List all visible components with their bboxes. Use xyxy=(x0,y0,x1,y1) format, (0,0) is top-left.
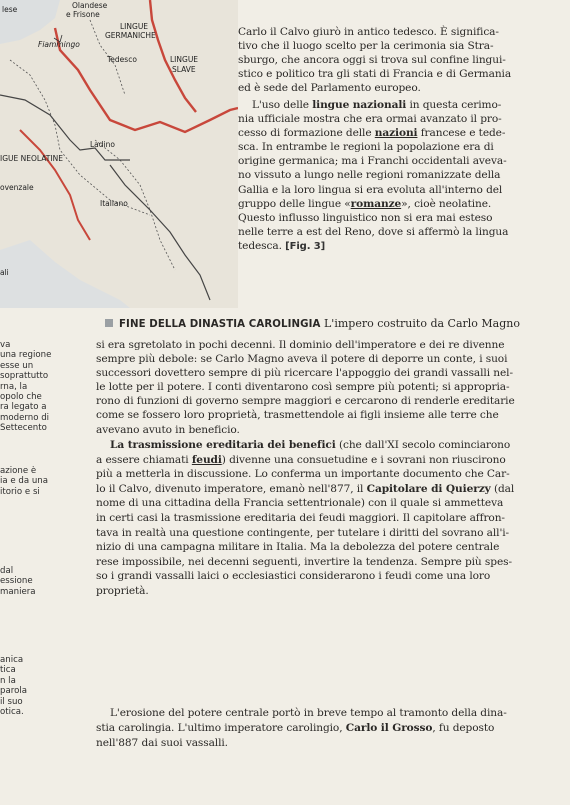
map-label-olandese: Olandese xyxy=(72,1,108,10)
keyword-romanze: romanze xyxy=(350,197,402,210)
paragraph-lingue-nazionali: L'uso delle lingue nazionali in questa cerimo- nia ufficiale mostra che era ormai avanzato il pro- cesso di formazione delle nazioni francese e tede- sca. In entrambe le regioni la popolazione era di origine germanica; ma i Franchi occidentali aveva- no vissuto a lungo nelle regioni romanizzate della Gallia e la loro lingua si era evoluta all'interno del gruppo delle lingue «romanze», cioè neolatine. Questo influsso linguistico non si era mai esteso nelle terre a est del Reno, dove si affermò la lingua tedesca. [Fig. 3] xyxy=(238,99,509,252)
text-line: Carlo il Calvo giurò in antico tedesco. È significa- xyxy=(238,26,499,38)
map-label-neolatine: IGUE NEOLATINE xyxy=(0,154,63,163)
text-line: tivo che il luogo scelto per la cerimonia sia Stra- xyxy=(238,40,494,53)
map-graphic xyxy=(0,0,238,308)
keyword-lingue-nazionali: lingue nazionali xyxy=(312,99,407,111)
text-line: ed è sede del Parlamento europeo. xyxy=(238,82,421,95)
map-label-lingue-germaniche-1: LINGUE xyxy=(120,22,149,31)
map-label-inglese: lese xyxy=(2,5,18,14)
keyword-feudi: feudi xyxy=(191,453,222,466)
map-label-tedesco: Tedesco xyxy=(107,55,137,64)
keyword-capitolare-quierzy: Capitolare di Quierzy xyxy=(366,482,491,495)
map-label-lingue-slave-1: LINGUE xyxy=(170,55,199,64)
margin-note-fragment: azione è ia e da una itorio e si xyxy=(0,466,49,497)
keyword-carlo-il-grosso: Carlo il Grosso xyxy=(345,722,433,734)
text-line: sburgo, che ancora oggi si trova sul confine lingui- xyxy=(238,54,506,67)
margin-note-fragment: anica tica n la parola il suo otica. xyxy=(0,655,27,718)
map-label-frisone: e Frisone xyxy=(66,10,100,19)
map-label-ali: ali xyxy=(0,268,9,277)
map-label-italiano: Italiano xyxy=(100,199,128,208)
map-label-lingue-germaniche-2: GERMANICHE xyxy=(105,31,156,40)
margin-note-fragment: va una regione esse un soprattutto rna, la opolo che ra legato a moderno di Settecento xyxy=(0,340,52,434)
keyword-nazioni: nazioni xyxy=(374,127,418,140)
paragraph-strasburgo xyxy=(238,25,566,95)
paragraph-fine-dinastia: si era sgretolato in pochi decenni. Il dominio dell'imperatore e dei re divenne sempre più debole: se Carlo Magno aveva il potere di deporre un conte, i suoi successori dovettero sempre di più ricercare l'appoggio dei grandi vassalli nel- le lotte per il potere. I conti diventarono così sempre più potenti; si appropria- rono di funzioni di governo sempre maggiori e cercarono di renderle ereditarie come se fossero loro proprietà, trasmettendole ai figli insieme alle terre che avevano avuto in beneficio. xyxy=(96,339,515,436)
margin-note-fragment: dal essione maniera xyxy=(0,566,36,597)
section-marker-icon xyxy=(105,319,113,327)
map-label-fiammingo: Fiammingo xyxy=(38,40,80,49)
paragraph-trasmissione-ereditaria: La trasmissione ereditaria dei benefici (che dall'XI secolo cominciarono a essere chiamati feudi) divenne una consuetudine e i sovrani non riuscirono più a metterla in discussione. Lo conferma un importante documento che Car- lo il Calvo, divenuto imperatore, emanò nell'877, il Capitolare di Quierzy (dal nome di una cittadina della Francia settentrionale) con il quale si ammetteva in certi casi la trasmissione ereditaria dei feudi maggiori. Il capitolare affron- tava in realtà una questione contingente, per tutelare i diritti del sovrano all'i- nizio di una campagna militare in Italia. Ma la debolezza del potere centrale rese impossibile, nei decenni seguenti, invertire la tendenza. Sempre più spes- so i grandi vassalli laici o ecclesiastici considerarono i feudi come una loro proprietà. xyxy=(96,439,515,597)
language-map xyxy=(0,0,238,308)
map-label-ladino: Ladino xyxy=(90,140,115,149)
text-line: stico e politico tra gli stati di Francia e di Germania xyxy=(238,68,512,81)
paragraph-erosione-potere: L'erosione del potere centrale portò in breve tempo al tramonto della dina- stia carolingia. L'ultimo imperatore carolingio, Carlo il Grosso, fu deposto nell'887 dai suoi vassalli. xyxy=(96,707,507,749)
section-title: FINE DELLA DINASTIA CAROLINGIA L'impero costruito da Carlo Magno xyxy=(105,317,565,330)
map-label-lingue-slave-2: SLAVE xyxy=(172,65,196,74)
figure-reference[interactable]: [Fig. 3] xyxy=(285,240,326,252)
map-label-provenzale: ovenzale xyxy=(0,183,34,192)
keyword-trasmissione-ereditaria: La trasmissione ereditaria dei benefici xyxy=(110,439,336,451)
